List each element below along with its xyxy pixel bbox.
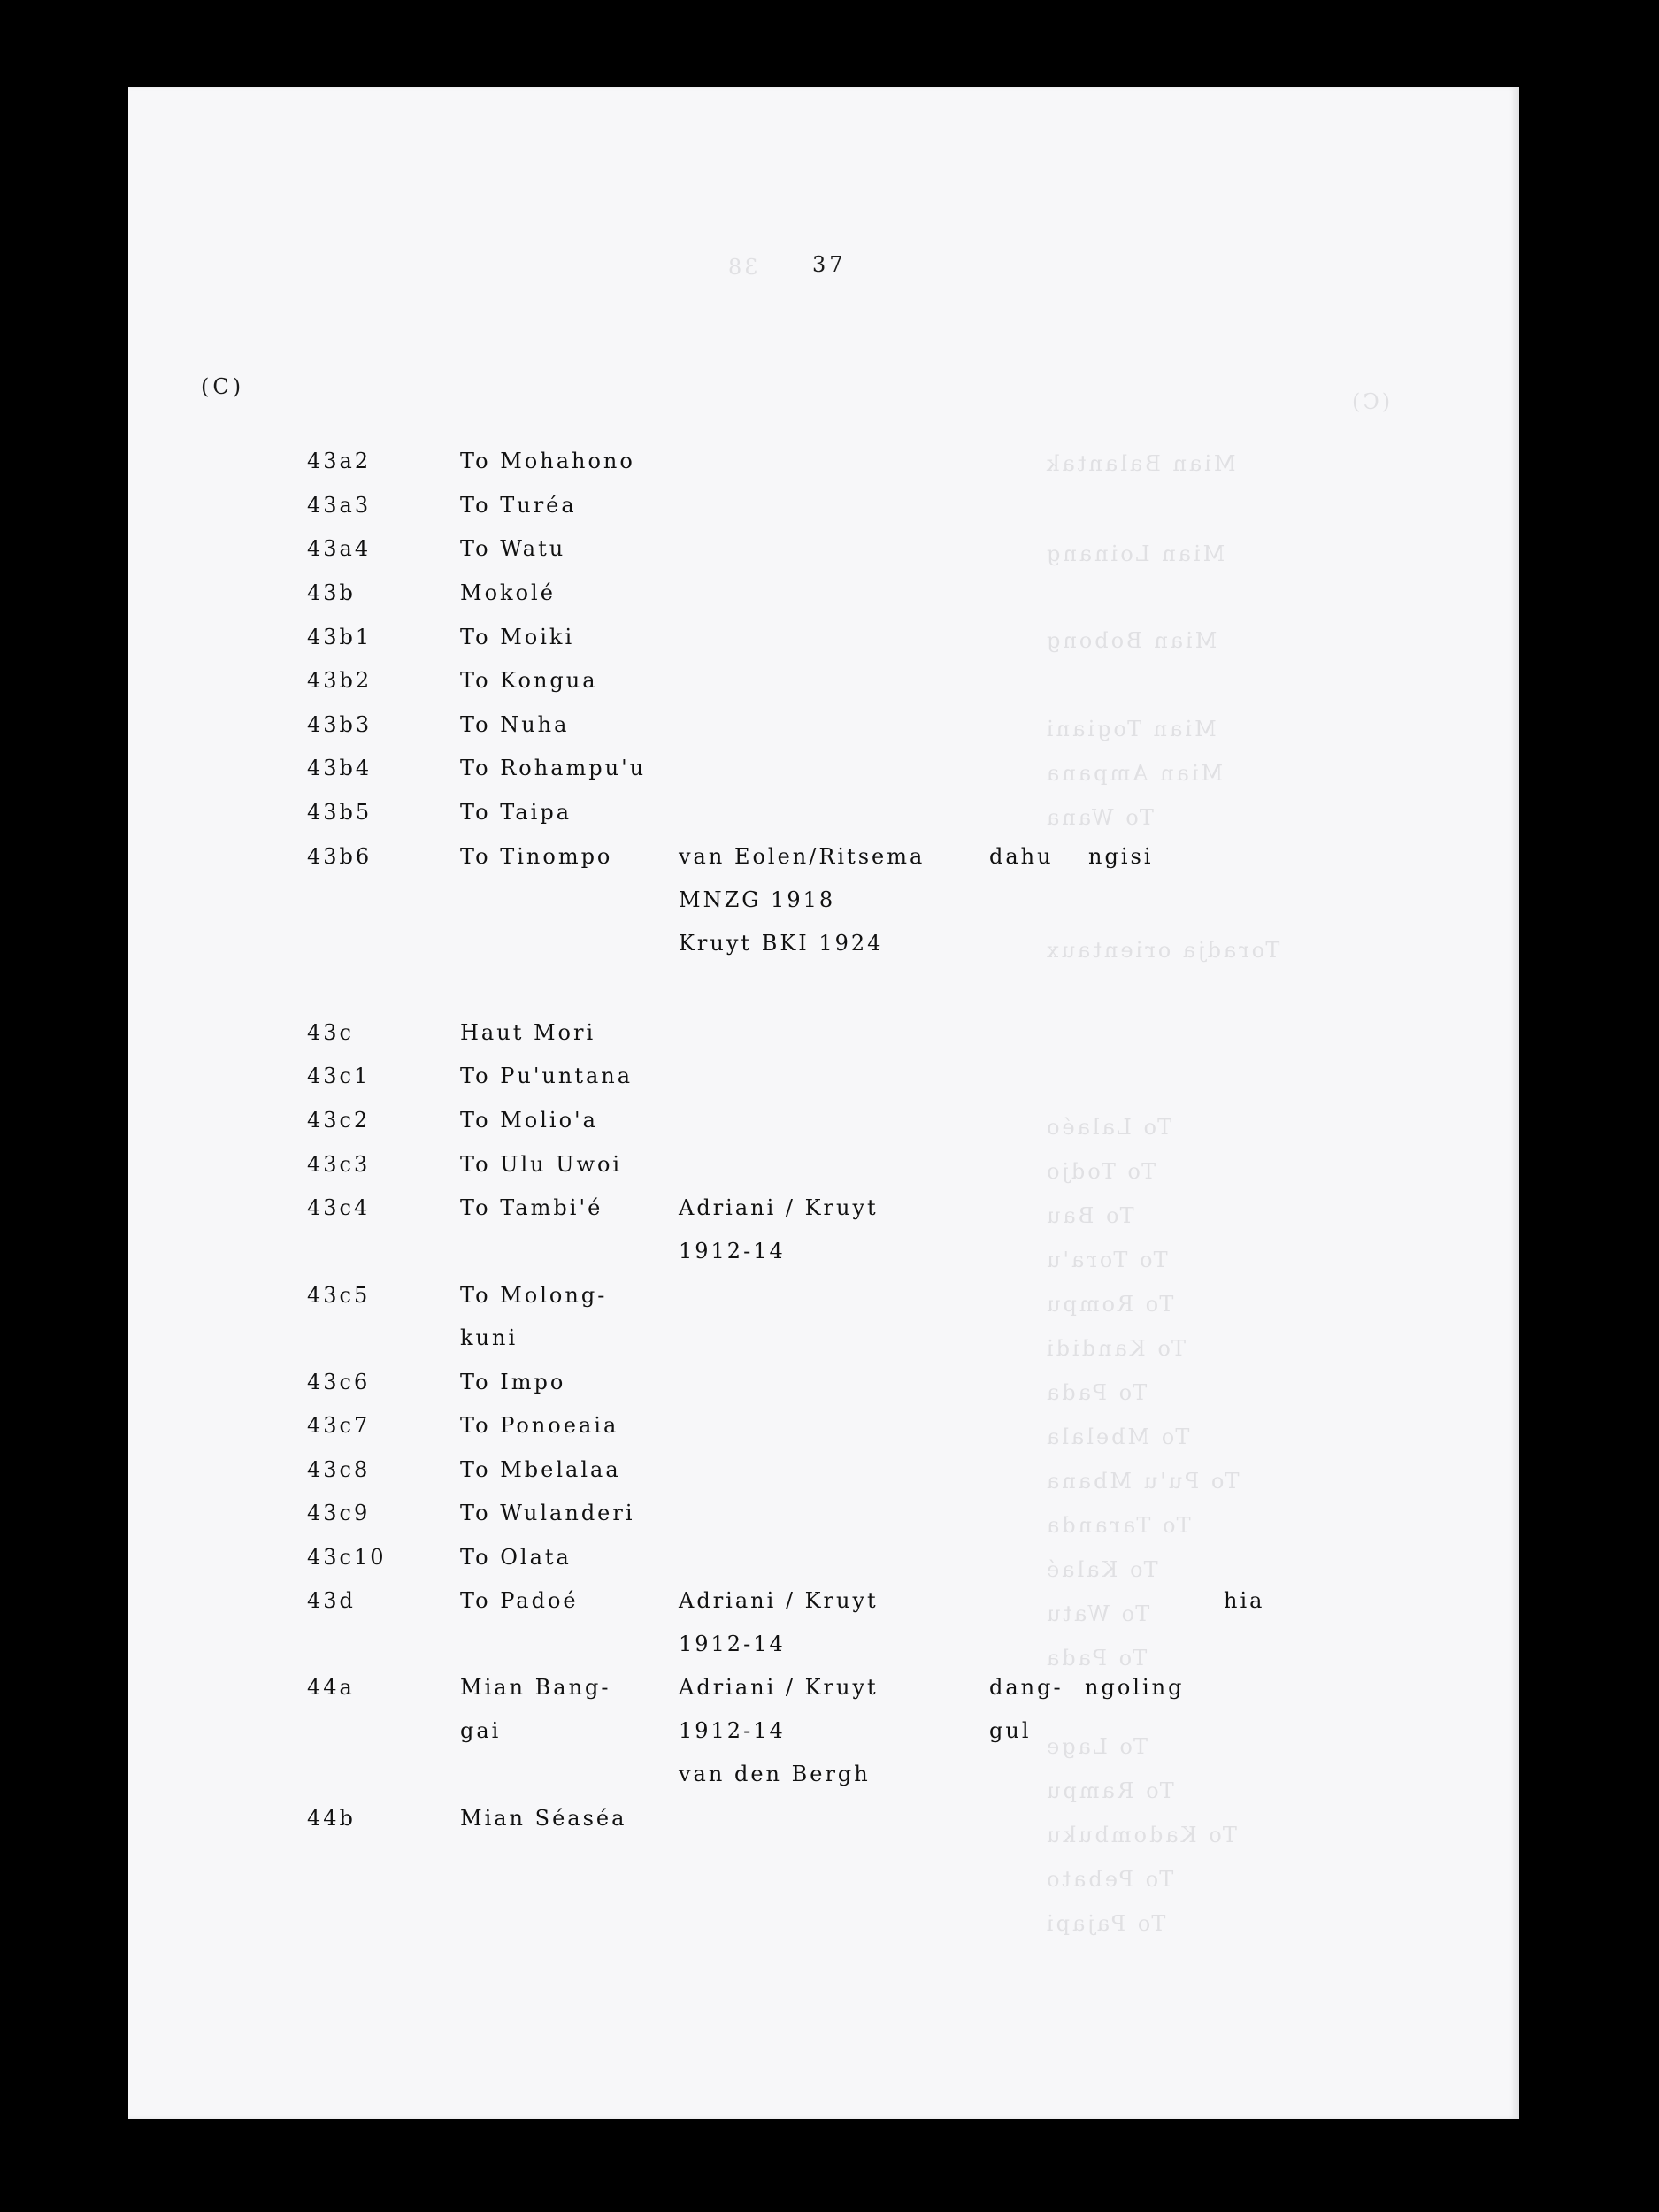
row-code: 43a2 <box>307 449 372 473</box>
row-language: gul <box>989 1718 1032 1743</box>
row-name: To Padoé <box>460 1588 579 1613</box>
row-code: 43c3 <box>307 1152 371 1177</box>
row-name: To Ponoeaia <box>460 1413 619 1438</box>
row-name: To Tinompo <box>460 844 613 869</box>
row-language: dahu <box>989 844 1054 869</box>
row-code: 43d <box>307 1588 356 1613</box>
row-name: To Rohampu'u <box>460 756 647 780</box>
row-language: dang- <box>989 1675 1064 1700</box>
row-source: van den Bergh <box>679 1762 871 1786</box>
row-name: To Moiki <box>460 625 575 649</box>
row-name: To Mbelalaa <box>460 1457 621 1482</box>
row-name: Haut Mori <box>460 1020 596 1045</box>
row-code: 43b3 <box>307 712 373 737</box>
row-code: 43c5 <box>307 1283 371 1308</box>
row-source: Adriani / Kruyt <box>679 1588 879 1613</box>
row-code: 44b <box>307 1806 356 1831</box>
row-code: 43c4 <box>307 1195 371 1220</box>
row-dialect: ngisi <box>1088 844 1154 869</box>
row-source: van Eolen/Ritsema <box>679 844 926 869</box>
row-code: 43c <box>307 1020 354 1045</box>
row-source: 1912-14 <box>679 1718 786 1743</box>
row-name: To Mohahono <box>460 449 635 473</box>
row-code: 44a <box>307 1675 355 1700</box>
row-name: Mian Bang- <box>460 1675 611 1700</box>
row-name: To Olata <box>460 1545 572 1570</box>
row-code: 43c9 <box>307 1501 371 1525</box>
row-source: Kruyt BKI 1924 <box>679 931 884 956</box>
page-number: 37 <box>812 252 847 277</box>
row-source: 1912-14 <box>679 1632 786 1656</box>
row-source: Adriani / Kruyt <box>679 1195 879 1220</box>
row-code: 43c7 <box>307 1413 371 1438</box>
row-code: 43b <box>307 580 356 605</box>
row-name: To Ulu Uwoi <box>460 1152 623 1177</box>
row-dialect: ngoling <box>1085 1675 1185 1700</box>
row-code: 43b2 <box>307 668 373 693</box>
row-code: 43b6 <box>307 844 373 869</box>
row-name: To Watu <box>460 536 566 561</box>
row-name: Mian Séaséa <box>460 1806 627 1831</box>
row-name: To Molong- <box>460 1283 608 1308</box>
row-name: To Turéa <box>460 493 577 518</box>
row-source: MNZG 1918 <box>679 887 836 912</box>
row-name: To Molio'a <box>460 1108 598 1133</box>
row-name: To Pu'untana <box>460 1064 634 1088</box>
row-name: To Wulanderi <box>460 1501 635 1525</box>
row-source: Adriani / Kruyt <box>679 1675 879 1700</box>
row-code: 43c10 <box>307 1545 387 1570</box>
row-code: 43c8 <box>307 1457 371 1482</box>
section-marker: (C) <box>201 374 245 399</box>
row-code: 43a4 <box>307 536 372 561</box>
row-extra: hia <box>1224 1588 1265 1613</box>
row-name: To Kongua <box>460 668 598 693</box>
row-name: To Impo <box>460 1370 566 1394</box>
row-name: Mokolé <box>460 580 556 605</box>
row-name: kuni <box>460 1325 518 1350</box>
row-code: 43b4 <box>307 756 373 780</box>
row-name: gai <box>460 1718 502 1743</box>
row-code: 43c1 <box>307 1064 371 1088</box>
row-source: 1912-14 <box>679 1239 786 1263</box>
row-name: To Taipa <box>460 800 572 825</box>
row-code: 43c6 <box>307 1370 371 1394</box>
row-code: 43b1 <box>307 625 373 649</box>
row-name: To Nuha <box>460 712 570 737</box>
row-code: 43a3 <box>307 493 372 518</box>
row-code: 43c2 <box>307 1108 371 1133</box>
row-name: To Tambi'é <box>460 1195 603 1220</box>
row-code: 43b5 <box>307 800 373 825</box>
